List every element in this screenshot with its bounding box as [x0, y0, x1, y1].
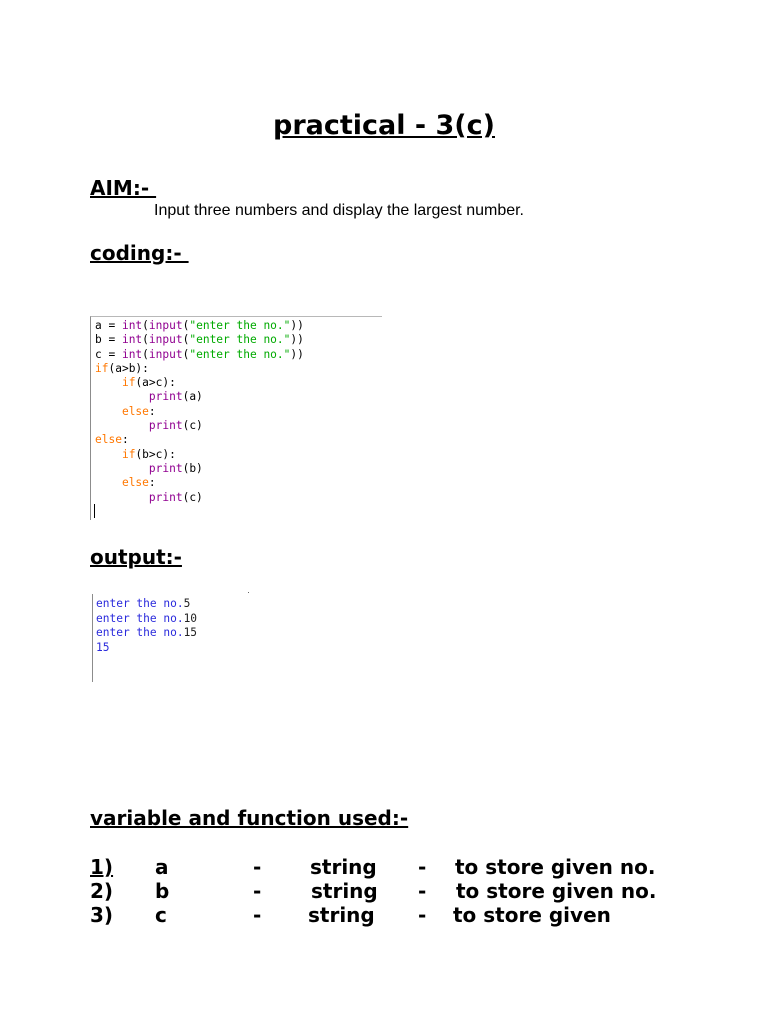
output-line: enter the no.15 — [96, 626, 198, 639]
output-line: enter the no.5 — [96, 597, 191, 610]
variable-type: string — [308, 903, 375, 927]
variable-name: a — [155, 855, 169, 879]
code-line: if(a>b): — [95, 361, 149, 375]
separator: - — [418, 855, 427, 879]
variable-name: c — [155, 903, 167, 927]
separator: - — [253, 903, 262, 927]
code-line: else: — [95, 433, 129, 447]
code-line: a = int(input("enter the no.")) — [95, 319, 304, 332]
row-number: 3) — [90, 903, 114, 927]
output-heading: output:- — [90, 545, 182, 569]
code-line: print(b) — [148, 461, 203, 475]
variable-type: string — [311, 879, 378, 903]
code-line: else: — [121, 404, 156, 418]
variable-description: to store given no. — [456, 879, 657, 903]
coding-heading: coding:- — [90, 241, 189, 265]
variables-heading: variable and function used:- — [90, 806, 409, 830]
code-line: if(a>c): — [121, 376, 176, 390]
separator: - — [418, 879, 427, 903]
variable-description: to store given no. — [455, 855, 656, 879]
code-line: b = int(input("enter the no.")) — [95, 333, 304, 347]
code-line: else: — [121, 476, 156, 490]
aim-heading: AIM:- — [90, 176, 157, 200]
variable-description: to store given — [453, 903, 611, 927]
code-line: print(c) — [148, 419, 203, 433]
page-title: practical - 3(c) — [273, 110, 495, 141]
variable-type: string — [310, 855, 377, 879]
row-number: 1) — [90, 855, 114, 879]
output-line: enter the no.10 — [96, 611, 198, 625]
row-number: 2) — [90, 879, 114, 903]
text-cursor — [94, 504, 95, 518]
code-block — [95, 319, 304, 505]
code-line: print(a) — [148, 390, 203, 404]
aim-text: Input three numbers and display the largest number. — [154, 202, 524, 219]
speck — [248, 592, 249, 593]
output-screenshot — [92, 594, 252, 682]
separator: - — [418, 903, 427, 927]
output-block — [96, 597, 197, 655]
separator: - — [253, 855, 262, 879]
separator: - — [253, 879, 262, 903]
code-screenshot — [90, 316, 382, 520]
code-line: print(c) — [148, 490, 203, 504]
code-line: if(b>c): — [121, 447, 176, 461]
output-line: 15 — [96, 640, 110, 654]
code-line: c = int(input("enter the no.")) — [95, 347, 304, 361]
variable-name: b — [155, 879, 170, 903]
